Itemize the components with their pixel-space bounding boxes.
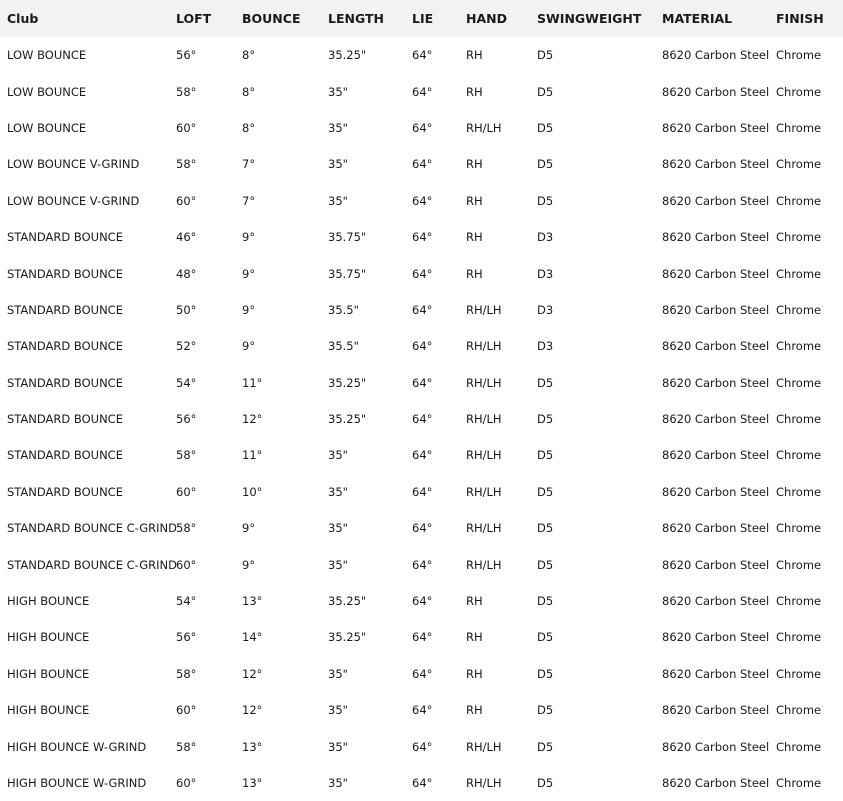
- cell-material: 8620 Carbon Steel: [662, 412, 770, 427]
- cell-hand: RH: [466, 266, 483, 281]
- table-row: [0, 37, 843, 73]
- cell-swingweight: D5: [537, 120, 554, 135]
- cell-bounce: 9°: [242, 230, 256, 245]
- cell-lie: 64°: [412, 302, 433, 317]
- cell-loft: 56°: [176, 630, 197, 645]
- cell-length: 35": [328, 157, 348, 172]
- cell-swingweight: D5: [537, 375, 554, 390]
- cell-swingweight: D5: [537, 157, 554, 172]
- cell-bounce: 7°: [242, 193, 256, 208]
- cell-lie: 64°: [412, 776, 433, 790]
- cell-swingweight: D5: [537, 48, 554, 63]
- cell-loft: 58°: [176, 84, 197, 99]
- header-lie: LIE: [412, 11, 434, 26]
- cell-material: 8620 Carbon Steel: [662, 557, 770, 572]
- cell-finish: Chrome: [776, 375, 822, 390]
- cell-loft: 56°: [176, 412, 197, 427]
- cell-bounce: 9°: [242, 557, 256, 572]
- cell-finish: Chrome: [776, 120, 822, 135]
- cell-bounce: 14°: [242, 630, 263, 645]
- cell-finish: Chrome: [776, 302, 822, 317]
- cell-finish: Chrome: [776, 521, 822, 536]
- table-row: [0, 474, 843, 510]
- cell-material: 8620 Carbon Steel: [662, 739, 770, 754]
- cell-club: HIGH BOUNCE: [7, 703, 90, 718]
- cell-loft: 60°: [176, 193, 197, 208]
- cell-lie: 64°: [412, 703, 433, 718]
- cell-club: STANDARD BOUNCE: [7, 339, 123, 354]
- cell-finish: Chrome: [776, 557, 822, 572]
- cell-bounce: 13°: [242, 594, 263, 609]
- cell-lie: 64°: [412, 266, 433, 281]
- cell-finish: Chrome: [776, 230, 822, 245]
- cell-bounce: 12°: [242, 666, 263, 681]
- cell-hand: RH: [466, 193, 483, 208]
- header-length: LENGTH: [328, 11, 384, 26]
- cell-length: 35.25": [328, 630, 367, 645]
- cell-finish: Chrome: [776, 266, 822, 281]
- cell-bounce: 11°: [242, 375, 263, 390]
- cell-lie: 64°: [412, 193, 433, 208]
- cell-length: 35": [328, 484, 348, 499]
- table-row: [0, 692, 843, 728]
- table-row: [0, 255, 843, 291]
- table-row: [0, 219, 843, 255]
- cell-material: 8620 Carbon Steel: [662, 193, 770, 208]
- cell-lie: 64°: [412, 666, 433, 681]
- cell-material: 8620 Carbon Steel: [662, 703, 770, 718]
- cell-finish: Chrome: [776, 448, 822, 463]
- cell-club: STANDARD BOUNCE: [7, 375, 123, 390]
- cell-hand: RH: [466, 157, 483, 172]
- cell-club: STANDARD BOUNCE: [7, 412, 123, 427]
- cell-lie: 64°: [412, 339, 433, 354]
- cell-loft: 60°: [176, 120, 197, 135]
- cell-lie: 64°: [412, 557, 433, 572]
- cell-club: LOW BOUNCE V-GRIND: [7, 193, 140, 208]
- cell-bounce: 8°: [242, 84, 256, 99]
- cell-swingweight: D5: [537, 594, 554, 609]
- table-row: [0, 110, 843, 146]
- cell-bounce: 8°: [242, 120, 256, 135]
- cell-lie: 64°: [412, 230, 433, 245]
- cell-length: 35": [328, 776, 348, 790]
- table-row: [0, 365, 843, 401]
- cell-length: 35": [328, 84, 348, 99]
- cell-swingweight: D3: [537, 266, 554, 281]
- cell-loft: 52°: [176, 339, 197, 354]
- cell-material: 8620 Carbon Steel: [662, 375, 770, 390]
- cell-swingweight: D3: [537, 302, 554, 317]
- cell-bounce: 9°: [242, 266, 256, 281]
- cell-finish: Chrome: [776, 630, 822, 645]
- cell-length: 35": [328, 666, 348, 681]
- cell-club: LOW BOUNCE V-GRIND: [7, 157, 140, 172]
- cell-club: STANDARD BOUNCE C-GRIND: [7, 557, 177, 572]
- cell-length: 35": [328, 448, 348, 463]
- cell-hand: RH: [466, 666, 483, 681]
- cell-bounce: 13°: [242, 739, 263, 754]
- header-row: [0, 0, 843, 37]
- cell-swingweight: D5: [537, 412, 554, 427]
- header-hand: HAND: [466, 11, 507, 26]
- table-row: [0, 546, 843, 582]
- cell-length: 35": [328, 703, 348, 718]
- cell-loft: 60°: [176, 703, 197, 718]
- cell-lie: 64°: [412, 739, 433, 754]
- table-row: [0, 583, 843, 619]
- cell-loft: 48°: [176, 266, 197, 281]
- cell-hand: RH: [466, 230, 483, 245]
- cell-swingweight: D5: [537, 521, 554, 536]
- cell-length: 35.5": [328, 339, 359, 354]
- cell-hand: RH: [466, 703, 483, 718]
- cell-swingweight: D5: [537, 666, 554, 681]
- header-finish: FINISH: [776, 11, 824, 26]
- cell-finish: Chrome: [776, 776, 822, 790]
- cell-lie: 64°: [412, 448, 433, 463]
- cell-loft: 58°: [176, 157, 197, 172]
- cell-material: 8620 Carbon Steel: [662, 230, 770, 245]
- cell-hand: RH/LH: [466, 302, 502, 317]
- cell-swingweight: D5: [537, 484, 554, 499]
- header-bounce: BOUNCE: [242, 11, 301, 26]
- cell-hand: RH/LH: [466, 739, 502, 754]
- table-body: [0, 37, 843, 801]
- cell-hand: RH/LH: [466, 120, 502, 135]
- cell-club: LOW BOUNCE: [7, 84, 87, 99]
- table-row: [0, 292, 843, 328]
- cell-material: 8620 Carbon Steel: [662, 266, 770, 281]
- cell-lie: 64°: [412, 484, 433, 499]
- cell-material: 8620 Carbon Steel: [662, 484, 770, 499]
- cell-finish: Chrome: [776, 84, 822, 99]
- cell-finish: Chrome: [776, 157, 822, 172]
- cell-loft: 58°: [176, 448, 197, 463]
- cell-finish: Chrome: [776, 339, 822, 354]
- cell-club: LOW BOUNCE: [7, 120, 87, 135]
- cell-club: STANDARD BOUNCE: [7, 448, 123, 463]
- cell-club: STANDARD BOUNCE: [7, 484, 123, 499]
- cell-loft: 60°: [176, 484, 197, 499]
- table-header: [0, 0, 843, 37]
- cell-loft: 58°: [176, 666, 197, 681]
- cell-swingweight: D5: [537, 630, 554, 645]
- cell-finish: Chrome: [776, 739, 822, 754]
- header-swingweight: SWINGWEIGHT: [537, 11, 642, 26]
- cell-length: 35": [328, 193, 348, 208]
- cell-length: 35.5": [328, 302, 359, 317]
- cell-bounce: 9°: [242, 521, 256, 536]
- cell-hand: RH: [466, 84, 483, 99]
- table-row: [0, 619, 843, 655]
- cell-bounce: 9°: [242, 302, 256, 317]
- cell-material: 8620 Carbon Steel: [662, 666, 770, 681]
- cell-club: STANDARD BOUNCE: [7, 230, 123, 245]
- cell-finish: Chrome: [776, 666, 822, 681]
- cell-loft: 58°: [176, 739, 197, 754]
- cell-material: 8620 Carbon Steel: [662, 630, 770, 645]
- cell-finish: Chrome: [776, 484, 822, 499]
- table-row: [0, 765, 843, 801]
- cell-hand: RH: [466, 594, 483, 609]
- cell-hand: RH: [466, 48, 483, 63]
- cell-material: 8620 Carbon Steel: [662, 120, 770, 135]
- cell-finish: Chrome: [776, 48, 822, 63]
- cell-material: 8620 Carbon Steel: [662, 48, 770, 63]
- cell-swingweight: D5: [537, 193, 554, 208]
- header-club: Club: [7, 11, 39, 26]
- cell-lie: 64°: [412, 521, 433, 536]
- cell-finish: Chrome: [776, 703, 822, 718]
- header-loft: LOFT: [176, 11, 212, 26]
- cell-material: 8620 Carbon Steel: [662, 157, 770, 172]
- cell-lie: 64°: [412, 630, 433, 645]
- cell-swingweight: D5: [537, 448, 554, 463]
- table-row: [0, 656, 843, 692]
- cell-hand: RH/LH: [466, 412, 502, 427]
- cell-club: HIGH BOUNCE W-GRIND: [7, 776, 147, 790]
- table-row: [0, 73, 843, 109]
- table-row: [0, 328, 843, 364]
- cell-bounce: 8°: [242, 48, 256, 63]
- cell-lie: 64°: [412, 375, 433, 390]
- cell-lie: 64°: [412, 84, 433, 99]
- cell-club: HIGH BOUNCE W-GRIND: [7, 739, 147, 754]
- cell-club: HIGH BOUNCE: [7, 594, 90, 609]
- cell-finish: Chrome: [776, 594, 822, 609]
- cell-material: 8620 Carbon Steel: [662, 84, 770, 99]
- cell-swingweight: D3: [537, 339, 554, 354]
- header-material: MATERIAL: [662, 11, 733, 26]
- cell-material: 8620 Carbon Steel: [662, 594, 770, 609]
- cell-length: 35": [328, 521, 348, 536]
- cell-swingweight: D5: [537, 776, 554, 790]
- cell-bounce: 13°: [242, 776, 263, 790]
- cell-loft: 58°: [176, 521, 197, 536]
- cell-bounce: 7°: [242, 157, 256, 172]
- cell-finish: Chrome: [776, 412, 822, 427]
- cell-length: 35.25": [328, 375, 367, 390]
- cell-bounce: 10°: [242, 484, 263, 499]
- cell-loft: 46°: [176, 230, 197, 245]
- table-row: [0, 401, 843, 437]
- cell-club: STANDARD BOUNCE C-GRIND: [7, 521, 177, 536]
- cell-hand: RH/LH: [466, 339, 502, 354]
- table-row: [0, 728, 843, 764]
- cell-lie: 64°: [412, 412, 433, 427]
- cell-loft: 54°: [176, 375, 197, 390]
- cell-length: 35.75": [328, 230, 367, 245]
- cell-loft: 50°: [176, 302, 197, 317]
- cell-hand: RH/LH: [466, 776, 502, 790]
- cell-material: 8620 Carbon Steel: [662, 302, 770, 317]
- cell-material: 8620 Carbon Steel: [662, 448, 770, 463]
- cell-swingweight: D5: [537, 84, 554, 99]
- cell-length: 35": [328, 557, 348, 572]
- cell-material: 8620 Carbon Steel: [662, 339, 770, 354]
- cell-hand: RH/LH: [466, 557, 502, 572]
- cell-length: 35": [328, 120, 348, 135]
- cell-swingweight: D5: [537, 703, 554, 718]
- cell-hand: RH/LH: [466, 484, 502, 499]
- cell-bounce: 12°: [242, 703, 263, 718]
- cell-lie: 64°: [412, 157, 433, 172]
- cell-length: 35": [328, 739, 348, 754]
- table-row: [0, 146, 843, 182]
- table-row: [0, 183, 843, 219]
- cell-material: 8620 Carbon Steel: [662, 521, 770, 536]
- table-row: [0, 437, 843, 473]
- cell-lie: 64°: [412, 594, 433, 609]
- cell-material: 8620 Carbon Steel: [662, 776, 770, 790]
- cell-loft: 54°: [176, 594, 197, 609]
- cell-length: 35.25": [328, 48, 367, 63]
- cell-hand: RH/LH: [466, 448, 502, 463]
- cell-hand: RH/LH: [466, 521, 502, 536]
- table-row: [0, 510, 843, 546]
- cell-lie: 64°: [412, 48, 433, 63]
- cell-finish: Chrome: [776, 193, 822, 208]
- cell-loft: 60°: [176, 557, 197, 572]
- cell-loft: 60°: [176, 776, 197, 790]
- cell-club: LOW BOUNCE: [7, 48, 87, 63]
- cell-loft: 56°: [176, 48, 197, 63]
- cell-club: HIGH BOUNCE: [7, 630, 90, 645]
- cell-bounce: 11°: [242, 448, 263, 463]
- cell-swingweight: D3: [537, 230, 554, 245]
- cell-length: 35.25": [328, 594, 367, 609]
- cell-club: HIGH BOUNCE: [7, 666, 90, 681]
- cell-bounce: 9°: [242, 339, 256, 354]
- cell-hand: RH: [466, 630, 483, 645]
- cell-length: 35.25": [328, 412, 367, 427]
- cell-length: 35.75": [328, 266, 367, 281]
- cell-bounce: 12°: [242, 412, 263, 427]
- cell-swingweight: D5: [537, 557, 554, 572]
- cell-club: STANDARD BOUNCE: [7, 302, 123, 317]
- cell-hand: RH/LH: [466, 375, 502, 390]
- cell-lie: 64°: [412, 120, 433, 135]
- cell-swingweight: D5: [537, 739, 554, 754]
- cell-club: STANDARD BOUNCE: [7, 266, 123, 281]
